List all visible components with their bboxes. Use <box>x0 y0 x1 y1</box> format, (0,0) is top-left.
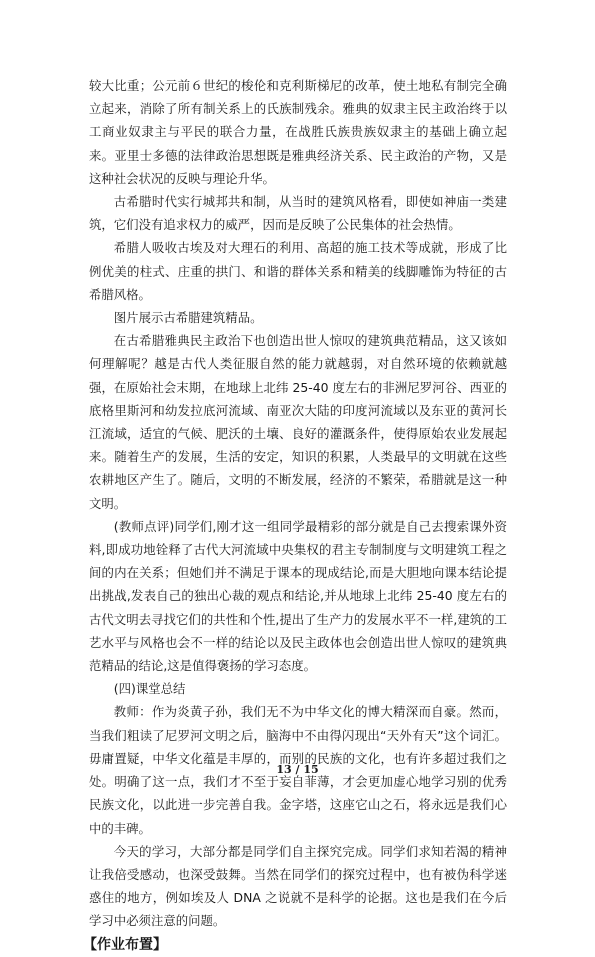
paragraph-continued: 较大比重；公元前６世纪的梭伦和克利斯梯尼的改革，使土地私有制完全确立起来，消除了所有制关系上的氏族制残余。雅典的奴隶主民主政治终于以工商业奴隶主与平民的联合力量，在战胜氏族贵族奴隶主的基础上确立起来。亚里士多德的法律政治思想既是雅典经济关系、民主政治的产物，又是这种社会状况的反映与理论升华。 <box>89 78 507 186</box>
paragraph-civilization: 在古希腊雅典民主政治下也创造出世人惊叹的建筑典范精品，这又该如何理解呢？越是古代人类征服自然的能力就越弱，对自然环境的依赖就越强，在原始社会末期，在地球上北纬 25-40 度左右的非洲尼罗河谷、西亚的底格里斯河和幼发拉底河流域、南亚次大陆的印度河流域以及东亚的黄河长江流域，适宜的气候、肥沃的土壤、良好的灌溉条件，使得原始农业发展起来。随着生产的发展，生活的安定，知识的积累，人类最早的文明就在这些农耕地区产生了。随后，文明的不断发展，经济的不繁荣，希腊就是这一种文明。 <box>89 333 507 511</box>
paragraph-teacher-summary: 教师：作为炎黄子孙，我们无不为中华文化的博大精深而自豪。然而，当我们粗读了尼罗河文明之后，脑海中不由得闪现出“天外有天”这个词汇。毋庸置疑，中华文化蕴是丰厚的，而别的民族的文化，也有许多超过我们之处。明确了这一点，我们才不至于妄自菲薄，才会更加虚心地学习别的优秀民族文化，以此进一步完善自我。金字塔，这座它山之石，将永远是我们心中的丰碑。 <box>89 704 507 836</box>
homework-heading: 【作业布置】 <box>83 936 167 953</box>
paragraph-today-learning: 今天的学习，大部分都是同学们自主探究完成。同学们求知若渴的精神让我倍受感动，也深受鼓舞。当然在同学们的探究过程中，也有被伪科学迷惑住的地方，例如埃及人 DNA 之说就不是科学的论据。这也是我们在今后学习中必须注意的问题。 <box>89 843 507 929</box>
paragraph-teacher-comment: (教师点评)同学们,刚才这一组同学最精彩的部分就是自己去搜索课外资料,即成功地铨释了古代大河流域中央集权的君主专制制度与文明建筑工程之间的内在关系；但她们并不满足于课本的现成结论,而是大胆地向课本结论提出挑战,发表自己的独出心裁的观点和结论,并从地球上北纬 25-40 度左右的古代文明去寻找它们的共性和个性,提出了生产力的发展水平不一样,建筑的工艺水平与风格也会不一样的结论以及民主政体也会创造出世人惊叹的建筑典范精品的结论,这是值得褒扬的学习态度。 <box>89 518 507 674</box>
paragraph-city-state: 古希腊时代实行城邦共和制，从当时的建筑风格看，即使如神庙一类建筑，它们没有追求权力的威严，因而是反映了公民集体的社会热情。 <box>89 194 507 233</box>
paragraph-greek-style: 希腊人吸收古埃及对大理石的利用、高超的施工技术等成就，形成了比例优美的柱式、庄重的拱门、和谐的群体关系和精美的线脚雕饰为特征的古希腊风格。 <box>89 240 507 302</box>
section-heading-summary: (四)课堂总结 <box>113 681 186 697</box>
paragraph-image-note: 图片展示古希腊建筑精品。 <box>113 310 263 326</box>
page-number: 13 / 15 <box>276 763 319 776</box>
page-body <box>83 74 507 957</box>
